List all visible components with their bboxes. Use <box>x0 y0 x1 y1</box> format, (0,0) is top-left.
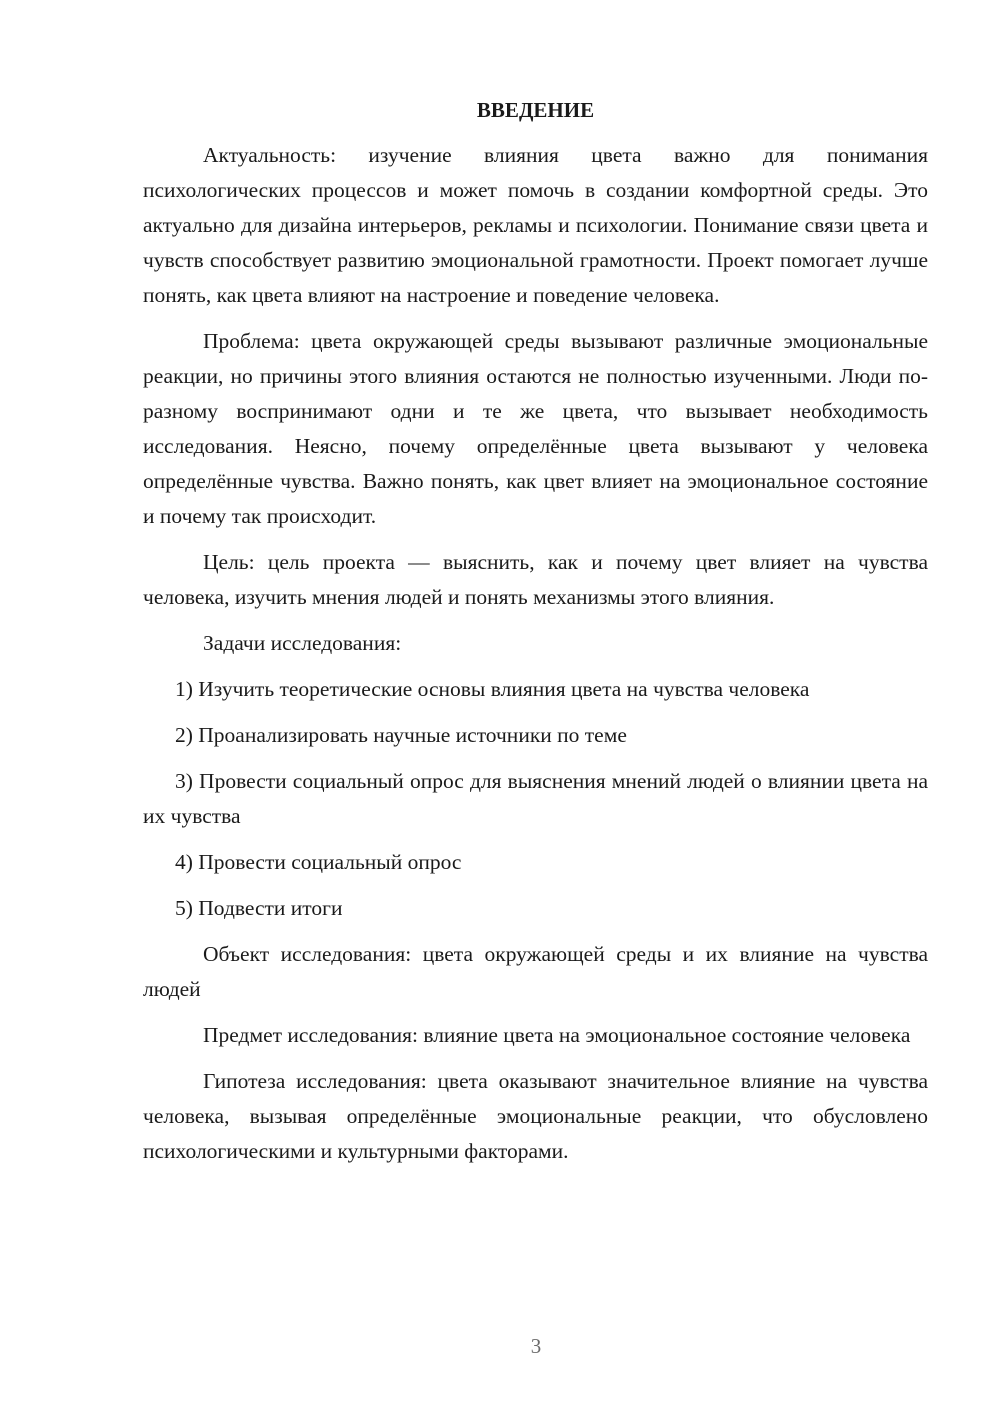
tasks-heading: Задачи исследования: <box>203 631 402 655</box>
list-item: 1) Изучить теоретические основы влияния цвета на чувства человека <box>175 677 810 701</box>
goal-paragraph: Цель: цель проекта — выяснить, как и почему цвет влияет на чувства человека, изучить мнения людей и понять механизмы этого влияния. <box>143 550 928 609</box>
subject-paragraph: Предмет исследования: влияние цвета на эмоциональное состояние человека <box>203 1023 911 1047</box>
list-item: 5) Подвести итоги <box>175 896 343 920</box>
object-paragraph: Объект исследования: цвета окружающей среды и их влияние на чувства людей <box>143 942 928 1001</box>
section-title: ВВЕДЕНИЕ <box>476 98 595 122</box>
document-page <box>143 93 928 1180</box>
page-number: 3 <box>530 1334 542 1358</box>
list-item: 3) Провести социальный опрос для выяснения мнений людей о влиянии цвета на их чувства <box>143 769 928 828</box>
list-item: 2) Проанализировать научные источники по теме <box>175 723 627 747</box>
list-item: 4) Провести социальный опрос <box>175 850 462 874</box>
relevance-paragraph: Актуальность: изучение влияния цвета важно для понимания психологических процессов и может помочь в создании комфортной среды. Это актуально для дизайна интерьеров, рекламы и психологии. Понимание связи цвета и чувств способствует развитию эмоциональной грамотности. Проект помогает лучше понять, как цвета влияют на настроение и поведение человека. <box>143 143 928 307</box>
tasks-list <box>143 672 928 926</box>
problem-paragraph: Проблема: цвета окружающей среды вызывают различные эмоциональные реакции, но причины этого влияния остаются не полностью изученными. Люди по-разному воспринимают одни и те же цвета, что вызывает необходимость исследования. Неясно, почему определённые цвета вызывают у человека определённые чувства. Важно понять, как цвет влияет на эмоциональное состояние и почему так происходит. <box>143 329 928 528</box>
hypothesis-paragraph: Гипотеза исследования: цвета оказывают значительное влияние на чувства человека, вызывая определённые эмоциональные реакции, что обусловлено психологическими и культурными факторами. <box>143 1069 928 1163</box>
